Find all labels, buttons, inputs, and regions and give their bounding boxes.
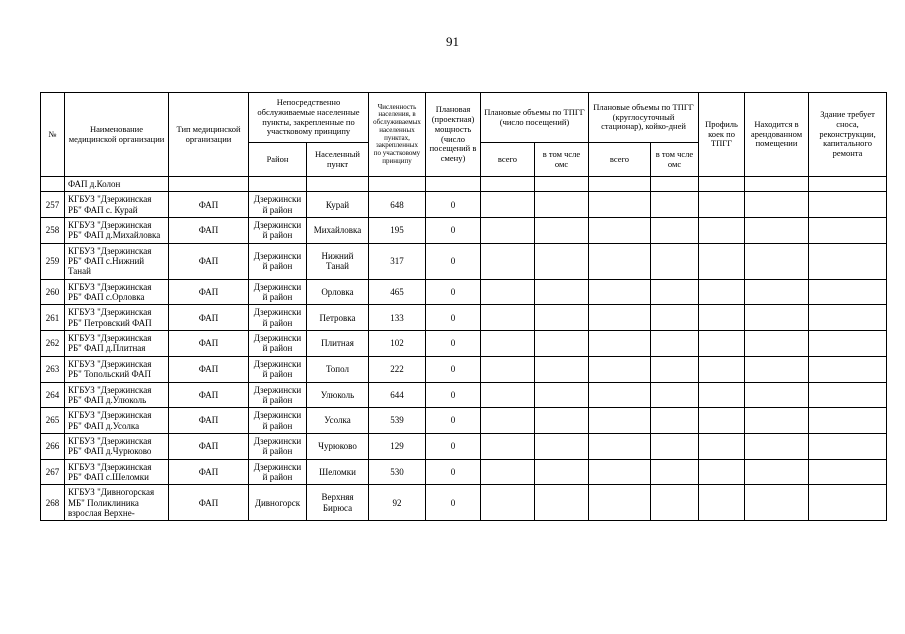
population: 92 xyxy=(369,485,426,521)
row-number: 258 xyxy=(41,218,65,244)
tpgg-hospital-oms xyxy=(651,218,699,244)
col-header-hospital-total: всего xyxy=(589,143,651,177)
tpgg-hospital-oms xyxy=(651,459,699,485)
population: 539 xyxy=(369,408,426,434)
org-name: КГБУЗ "Дзержинская РБ" Петровский ФАП xyxy=(65,305,169,331)
row-number: 260 xyxy=(41,279,65,305)
tpgg-visits-oms xyxy=(535,382,589,408)
settlement: Плитная xyxy=(307,331,369,357)
org-type xyxy=(169,177,249,192)
row-number: 259 xyxy=(41,243,65,279)
population: 648 xyxy=(369,192,426,218)
col-header-rented: Находится в арендованном помещении xyxy=(745,93,809,177)
tpgg-visits-oms xyxy=(535,279,589,305)
capacity: 0 xyxy=(426,243,481,279)
rented xyxy=(745,382,809,408)
rented xyxy=(745,305,809,331)
bed-profile xyxy=(699,279,745,305)
capacity: 0 xyxy=(426,305,481,331)
tpgg-hospital-oms xyxy=(651,433,699,459)
capacity: 0 xyxy=(426,485,481,521)
table-body xyxy=(41,177,887,521)
org-name: КГБУЗ "Дзержинская РБ" ФАП д.Чурюково xyxy=(65,433,169,459)
org-name: КГБУЗ "Дзержинская РБ" ФАП с.Нижний Танай xyxy=(65,243,169,279)
rented xyxy=(745,356,809,382)
tpgg-hospital-oms xyxy=(651,485,699,521)
population: 465 xyxy=(369,279,426,305)
col-header-population: Численность населения, в обслуживаемых населенных пунктах, закрепленных по участковому принципу xyxy=(369,93,426,177)
district: Дзержинский район xyxy=(249,279,307,305)
capacity: 0 xyxy=(426,356,481,382)
tpgg-visits-total xyxy=(481,433,535,459)
settlement: Топол xyxy=(307,356,369,382)
tpgg-hospital-total xyxy=(589,177,651,192)
population: 222 xyxy=(369,356,426,382)
capacity: 0 xyxy=(426,279,481,305)
building xyxy=(809,192,887,218)
district: Дзержинский район xyxy=(249,305,307,331)
settlement: Верхняя Бирюса xyxy=(307,485,369,521)
org-name: КГБУЗ "Дзержинская РБ" ФАП д.Плитная xyxy=(65,331,169,357)
tpgg-hospital-total xyxy=(589,459,651,485)
col-header-tpgg-hospital-group: Плановые объемы по ТПГГ (круглосуточный стационар), койко-дней xyxy=(589,93,699,143)
rented xyxy=(745,177,809,192)
row-number: 257 xyxy=(41,192,65,218)
tpgg-visits-total xyxy=(481,331,535,357)
rented xyxy=(745,433,809,459)
org-type: ФАП xyxy=(169,356,249,382)
tpgg-hospital-oms xyxy=(651,356,699,382)
table-row xyxy=(41,279,887,305)
tpgg-visits-total xyxy=(481,382,535,408)
tpgg-visits-oms xyxy=(535,192,589,218)
tpgg-hospital-total xyxy=(589,408,651,434)
tpgg-visits-total xyxy=(481,356,535,382)
org-type: ФАП xyxy=(169,408,249,434)
settlement: Петровка xyxy=(307,305,369,331)
tpgg-visits-oms xyxy=(535,485,589,521)
table-row xyxy=(41,408,887,434)
tpgg-visits-oms xyxy=(535,459,589,485)
building xyxy=(809,331,887,357)
col-header-visits-oms: в том чсле омс xyxy=(535,143,589,177)
building xyxy=(809,459,887,485)
rented xyxy=(745,192,809,218)
tpgg-visits-total xyxy=(481,177,535,192)
bed-profile xyxy=(699,356,745,382)
capacity: 0 xyxy=(426,331,481,357)
tpgg-visits-oms xyxy=(535,331,589,357)
org-type: ФАП xyxy=(169,279,249,305)
capacity xyxy=(426,177,481,192)
bed-profile xyxy=(699,243,745,279)
rented xyxy=(745,331,809,357)
rented xyxy=(745,279,809,305)
facilities-table xyxy=(40,92,887,521)
building xyxy=(809,408,887,434)
district: Дзержинский район xyxy=(249,192,307,218)
org-type: ФАП xyxy=(169,305,249,331)
tpgg-visits-total xyxy=(481,305,535,331)
tpgg-hospital-total xyxy=(589,485,651,521)
tpgg-visits-oms xyxy=(535,356,589,382)
settlement xyxy=(307,177,369,192)
tpgg-hospital-total xyxy=(589,218,651,244)
col-header-hospital-oms: в том чсле омс xyxy=(651,143,699,177)
tpgg-hospital-total xyxy=(589,356,651,382)
row-number: 262 xyxy=(41,331,65,357)
table-row xyxy=(41,331,887,357)
district: Дзержинский район xyxy=(249,331,307,357)
table-row xyxy=(41,485,887,521)
tpgg-visits-total xyxy=(481,218,535,244)
population: 102 xyxy=(369,331,426,357)
org-name: КГБУЗ "Дзержинская РБ" ФАП с. Курай xyxy=(65,192,169,218)
bed-profile xyxy=(699,408,745,434)
tpgg-visits-total xyxy=(481,279,535,305)
district: Дивногорск xyxy=(249,485,307,521)
tpgg-hospital-oms xyxy=(651,177,699,192)
population: 644 xyxy=(369,382,426,408)
header-row-top xyxy=(41,93,887,143)
settlement: Усолка xyxy=(307,408,369,434)
tpgg-hospital-total xyxy=(589,331,651,357)
org-type: ФАП xyxy=(169,485,249,521)
org-name: КГБУЗ "Дзержинская РБ" ФАП с.Орловка xyxy=(65,279,169,305)
row-number: 263 xyxy=(41,356,65,382)
building xyxy=(809,382,887,408)
org-name: ФАП д.Колон xyxy=(65,177,169,192)
district: Дзержинский район xyxy=(249,218,307,244)
table-row xyxy=(41,243,887,279)
col-header-served-group: Непосредственно обслуживаемые населенные пункты, закрепленные по участковому принципу xyxy=(249,93,369,143)
table-row xyxy=(41,382,887,408)
tpgg-hospital-oms xyxy=(651,331,699,357)
capacity: 0 xyxy=(426,433,481,459)
row-number: 266 xyxy=(41,433,65,459)
district: Дзержинский район xyxy=(249,243,307,279)
building xyxy=(809,243,887,279)
col-header-district: Район xyxy=(249,143,307,177)
page-number: 91 xyxy=(446,34,459,49)
tpgg-hospital-oms xyxy=(651,192,699,218)
row-number xyxy=(41,177,65,192)
district: Дзержинский район xyxy=(249,382,307,408)
org-type: ФАП xyxy=(169,382,249,408)
bed-profile xyxy=(699,192,745,218)
district: Дзержинский район xyxy=(249,433,307,459)
tpgg-visits-oms xyxy=(535,177,589,192)
tpgg-hospital-total xyxy=(589,382,651,408)
tpgg-hospital-oms xyxy=(651,243,699,279)
row-number: 268 xyxy=(41,485,65,521)
tpgg-hospital-total xyxy=(589,305,651,331)
tpgg-visits-total xyxy=(481,408,535,434)
settlement: Курай xyxy=(307,192,369,218)
tpgg-visits-oms xyxy=(535,408,589,434)
bed-profile xyxy=(699,459,745,485)
col-header-number: № xyxy=(41,93,65,177)
tpgg-hospital-total xyxy=(589,192,651,218)
bed-profile xyxy=(699,218,745,244)
settlement: Орловка xyxy=(307,279,369,305)
org-name: КГБУЗ "Дзержинская РБ" Топольский ФАП xyxy=(65,356,169,382)
org-type: ФАП xyxy=(169,218,249,244)
bed-profile xyxy=(699,433,745,459)
tpgg-hospital-oms xyxy=(651,279,699,305)
district: Дзержинский район xyxy=(249,459,307,485)
table-row xyxy=(41,356,887,382)
row-number: 267 xyxy=(41,459,65,485)
building xyxy=(809,177,887,192)
tpgg-visits-total xyxy=(481,459,535,485)
tpgg-hospital-total xyxy=(589,279,651,305)
col-header-visits-total: всего xyxy=(481,143,535,177)
org-type: ФАП xyxy=(169,459,249,485)
col-header-bed-profile: Профиль коек по ТПГГ xyxy=(699,93,745,177)
col-header-org-name: Наименование медицинской организации xyxy=(65,93,169,177)
capacity: 0 xyxy=(426,382,481,408)
bed-profile xyxy=(699,485,745,521)
tpgg-visits-total xyxy=(481,192,535,218)
population: 317 xyxy=(369,243,426,279)
district: Дзержинский район xyxy=(249,356,307,382)
capacity: 0 xyxy=(426,218,481,244)
building xyxy=(809,218,887,244)
tpgg-visits-total xyxy=(481,485,535,521)
tpgg-hospital-total xyxy=(589,433,651,459)
org-type: ФАП xyxy=(169,243,249,279)
population: 195 xyxy=(369,218,426,244)
tpgg-hospital-oms xyxy=(651,382,699,408)
rented xyxy=(745,408,809,434)
table-row xyxy=(41,305,887,331)
tpgg-visits-oms xyxy=(535,218,589,244)
org-name: КГБУЗ "Дивногорская МБ" Поликлиника взрослая Верхне- xyxy=(65,485,169,521)
rented xyxy=(745,218,809,244)
settlement: Чурюково xyxy=(307,433,369,459)
col-header-settlement: Населенный пункт xyxy=(307,143,369,177)
capacity: 0 xyxy=(426,192,481,218)
table-row xyxy=(41,218,887,244)
tpgg-visits-oms xyxy=(535,305,589,331)
population: 129 xyxy=(369,433,426,459)
row-number: 261 xyxy=(41,305,65,331)
settlement: Улюколь xyxy=(307,382,369,408)
col-header-capacity: Плановая (проектная) мощность (число посещений в смену) xyxy=(426,93,481,177)
district xyxy=(249,177,307,192)
district: Дзержинский район xyxy=(249,408,307,434)
row-number: 264 xyxy=(41,382,65,408)
table-row xyxy=(41,177,887,192)
building xyxy=(809,305,887,331)
table-row xyxy=(41,192,887,218)
org-type: ФАП xyxy=(169,192,249,218)
org-type: ФАП xyxy=(169,331,249,357)
org-name: КГБУЗ "Дзержинская РБ" ФАП д.Улюколь xyxy=(65,382,169,408)
col-header-tpgg-visits-group: Плановые объемы по ТПГГ (число посещений) xyxy=(481,93,589,143)
rented xyxy=(745,485,809,521)
col-header-org-type: Тип медицинской организации xyxy=(169,93,249,177)
row-number: 265 xyxy=(41,408,65,434)
org-name: КГБУЗ "Дзержинская РБ" ФАП с.Шеломки xyxy=(65,459,169,485)
settlement: Шеломки xyxy=(307,459,369,485)
bed-profile xyxy=(699,331,745,357)
population xyxy=(369,177,426,192)
table-row xyxy=(41,433,887,459)
tpgg-visits-total xyxy=(481,243,535,279)
org-type: ФАП xyxy=(169,433,249,459)
table-header xyxy=(41,93,887,177)
population: 530 xyxy=(369,459,426,485)
tpgg-visits-oms xyxy=(535,243,589,279)
settlement: Нижний Танай xyxy=(307,243,369,279)
settlement: Михайловка xyxy=(307,218,369,244)
rented xyxy=(745,459,809,485)
tpgg-visits-oms xyxy=(535,433,589,459)
population: 133 xyxy=(369,305,426,331)
col-header-building: Здание требует сноса, реконструкции, капитального ремонта xyxy=(809,93,887,177)
tpgg-hospital-oms xyxy=(651,408,699,434)
tpgg-hospital-oms xyxy=(651,305,699,331)
table-row xyxy=(41,459,887,485)
bed-profile xyxy=(699,305,745,331)
capacity: 0 xyxy=(426,408,481,434)
building xyxy=(809,279,887,305)
building xyxy=(809,356,887,382)
org-name: КГБУЗ "Дзержинская РБ" ФАП д.Михайловка xyxy=(65,218,169,244)
building xyxy=(809,433,887,459)
bed-profile xyxy=(699,382,745,408)
capacity: 0 xyxy=(426,459,481,485)
building xyxy=(809,485,887,521)
rented xyxy=(745,243,809,279)
tpgg-hospital-total xyxy=(589,243,651,279)
org-name: КГБУЗ "Дзержинская РБ" ФАП д.Усолка xyxy=(65,408,169,434)
bed-profile xyxy=(699,177,745,192)
